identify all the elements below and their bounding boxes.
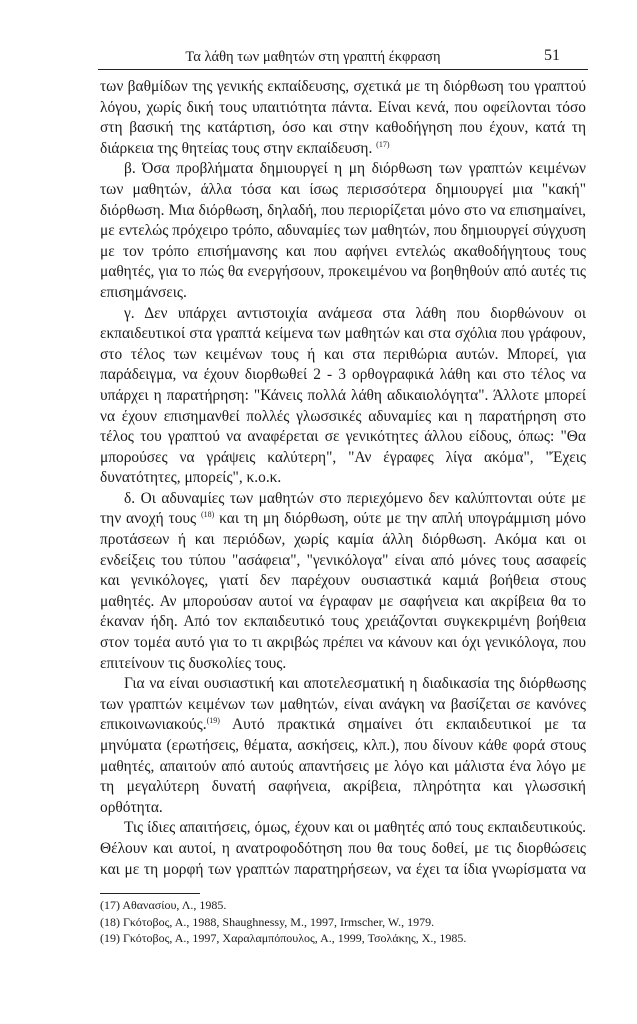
paragraph	[100, 77, 586, 159]
footnote-divider	[100, 893, 200, 894]
paragraph	[100, 818, 586, 880]
paragraph-text: και τη μη διόρθωση, ούτε με την απλή υπογράμμιση μόνο προτάσεων ή και περιόδων, χωρίς καμία άλλη διόρθωση. Ακόμα και οι ενδείξεις του τύπου "ασάφεια", "γενικόλογα" είναι από μόνες τους ασαφείς και γενικόλογες, γιατί δεν παρέχουν ουσιαστικά καμιά βοήθεια στους μαθητές. Αν μπορούσαν αυτοί να έγραφαν με σαφήνεια και ακρίβεια θα το έκαναν ήδη. Από τον εκπαιδευτικό τους χρειάζονται συγκεκριμένη βοήθεια στον τομέα αυτό για το τι ακριβώς πρέπει να κάνουν και όχι γενικόλογα, που επιτείνουν τις δυσκολίες τους.	[100, 510, 586, 672]
page-number: 51	[544, 47, 560, 64]
footnote: (19) Γκότοβος, Α., 1997, Χαραλαμπόπουλος, Α., 1999, Τσολάκης, Χ., 1985.	[100, 931, 467, 945]
paragraph-text: Αυτό πρακτικά σημαίνει ότι εκπαιδευτικοί με τα μηνύματα (ερωτήσεις, θέματα, ασκήσεις, κλπ.), που δίνουν κάθε φορά στους μαθητές, απαιτούν από αυτούς απαντήσεις με λόγο και μάλιστα ένα λόγο με τη μεγαλύτερη δυνατή σαφήνεια, ακρίβεια, πληρότητα και γλωσσική ορθότητα.	[100, 716, 586, 816]
paragraph-text: β. Όσα προβλήματα δημιουργεί η μη διόρθωση των γραπτών κειμένων των μαθητών, άλλα τόσα και ίσως περισσότερα δημιουργεί μια "κακή" διόρθωση. Μια διόρθωση, δηλαδή, που περιορίζεται μόνο στο να επισημαίνει, με εντελώς πρόχειρο τρόπο, αδυναμίες των μαθητών, που δημιουργεί σύγχυση με τον τρόπο επισήμανσης και που αφήνει εντελώς ακαθοδήγητους τους μαθητές, για το πώς θα ενεργήσουν, προκειμένου να βοηθηθούν από αυτές τις επισημάνσεις.	[100, 160, 586, 301]
running-header	[98, 47, 588, 70]
paragraph	[100, 489, 586, 674]
paragraph-text: Τις ίδιες απαιτήσεις, όμως, έχουν και οι μαθητές από τους εκπαιδευτικούς. Θέλουν και αυτοί, η ανατροφοδότηση που θα τους δοθεί, με τις διορθώσεις και με τη μορφή των γραπτών παρατηρήσεων, να έχει τα ίδια γνωρίσματα να	[100, 819, 586, 878]
paragraph	[100, 674, 586, 818]
running-title: Τα λάθη των μαθητών στη γραπτή έκφραση	[185, 49, 441, 65]
paragraph	[100, 304, 586, 489]
body-text	[100, 77, 586, 880]
footnote-ref: (19)	[206, 716, 220, 726]
footnote: (17) Αθανασίου, Λ., 1985.	[100, 898, 227, 912]
footnote: (18) Γκότοβος, Α., 1988, Shaughnessy, M., 1997, Irmscher, W., 1979.	[100, 914, 435, 929]
footnote-ref: (18)	[200, 510, 215, 520]
paragraph-text: γ. Δεν υπάρχει αντιστοιχία ανάμεσα στα λάθη που διορθώνουν οι εκπαιδευτικοί στα γραπτά κείμενα των μαθητών και στα σχόλια που γράφουν, στο τέλος των κειμένων τους ή και στα περιθώρια αυτών. Μπορεί, για παράδειγμα, να έχουν διορθωθεί 2 - 3 ορθογραφικά λάθη και στο τέλος να υπάρχει η παρατήρηση: "Κάνεις πολλά λάθη αδικαιολόγητα". Άλλοτε μπορεί να έχουν επισημανθεί πολλές γλωσσικές αδυναμίες και η παρατήρηση στο τέλος του γραπτού να αναφέρεται σε γενικότητες άλλου είδους, όπως: "Θα μπορούσες να γράψεις καλύτερη", "Αν έγραφες λίγα ακόμα", "Έχεις δυνατότητες, μπορείς", κ.ο.κ.	[100, 304, 586, 487]
paragraph-text: Για να είναι ουσιαστική και αποτελεσματική η διαδικασία της διόρθωσης των γραπτών κειμένων των μαθητών, είναι ανάγκη να βασίζεται σε κανόνες επικοινωνιακούς.	[100, 675, 586, 734]
footnotes	[100, 897, 466, 947]
paragraph-text: των βαθμίδων της γενικής εκπαίδευσης, σχετικά με τη διόρθωση του γραπτού λόγου, χωρίς δική τους υπαιτιότητα πάντα. Είναι κενά, που οφείλονται τόσο στη βασική της κατάρτιση, όσο και στην καθοδήγηση που έχουν, κατά τη διάρκεια της θητείας τους στην εκπαίδευση.	[100, 78, 586, 157]
footnote-ref: (17)	[376, 139, 390, 149]
paragraph-text: δ. Οι αδυναμίες των μαθητών στο περιεχόμενο δεν καλύπτονται ούτε με την ανοχή τους	[100, 489, 586, 528]
paragraph	[100, 159, 586, 303]
